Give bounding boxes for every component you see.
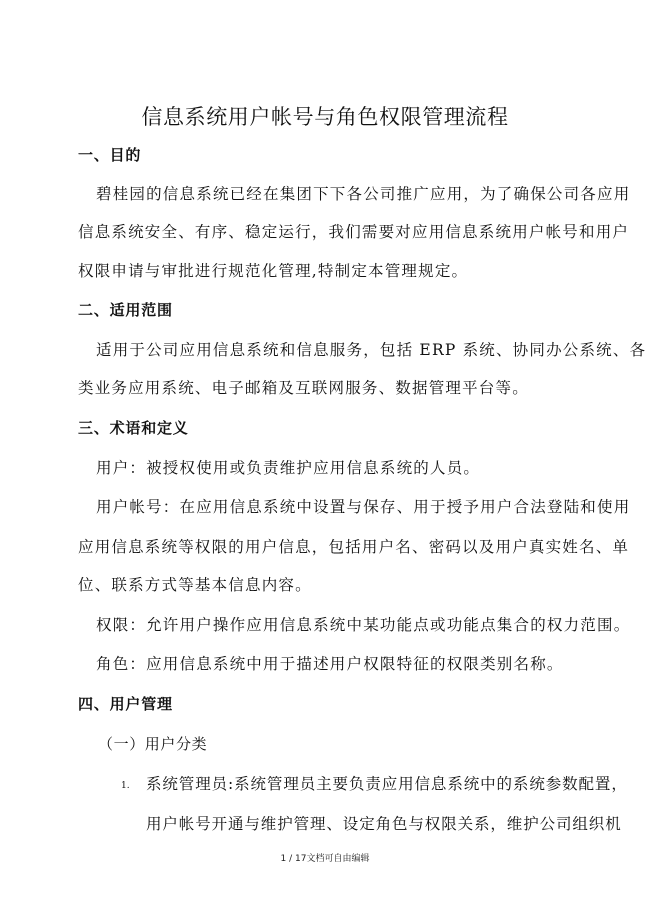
section-heading-user-management: 四、用户管理 <box>78 695 173 713</box>
paragraph-line: 类业务应用系统、电子邮箱及互联网服务、数据管理平台等。 <box>78 379 529 397</box>
page-footer: 1 / 17文档可自由编辑 <box>280 854 370 864</box>
definition-user: 用户：被授权使用或负责维护应用信息系统的人员。 <box>96 459 481 477</box>
list-item-number: 1. <box>121 781 130 791</box>
definition-account-line: 用户帐号：在应用信息系统中设置与保存、用于授予用户合法登陆和使用 <box>96 498 631 516</box>
paragraph-line: 适用于公司应用信息系统和信息服务，包括 ERP 系统、协同办公系统、各 <box>96 341 647 359</box>
list-item-line: 用户帐号开通与维护管理、设定角色与权限关系，维护公司组织机 <box>146 815 622 833</box>
section-heading-purpose: 一、目的 <box>78 146 142 164</box>
paragraph-line: 权限申请与审批进行规范化管理,特制定本管理规定。 <box>78 262 469 280</box>
definition-role: 角色：应用信息系统中用于描述用户权限特征的权限类别名称。 <box>96 655 564 673</box>
definition-account-line: 应用信息系统等权限的用户信息，包括用户名、密码以及用户真实姓名、单 <box>78 538 630 556</box>
list-item-line: 系统管理员:系统管理员主要负责应用信息系统中的系统参数配置， <box>146 775 628 793</box>
paragraph-line: 信息系统安全、有序、稳定运行，我们需要对应用信息系统用户帐号和用户 <box>78 223 630 241</box>
section-heading-scope: 二、适用范围 <box>78 301 173 319</box>
definition-account-line: 位、联系方式等基本信息内容。 <box>78 576 312 594</box>
document-title: 信息系统用户帐号与角色权限管理流程 <box>141 105 509 129</box>
subsection-heading-user-types: （一）用户分类 <box>98 735 208 753</box>
section-heading-terms: 三、术语和定义 <box>78 419 189 437</box>
definition-permission: 权限：允许用户操作应用信息系统中某功能点或功能点集合的权力范围。 <box>96 616 631 634</box>
paragraph-line: 碧桂园的信息系统已经在集团下下各公司推广应用，为了确保公司各应用 <box>96 185 631 203</box>
